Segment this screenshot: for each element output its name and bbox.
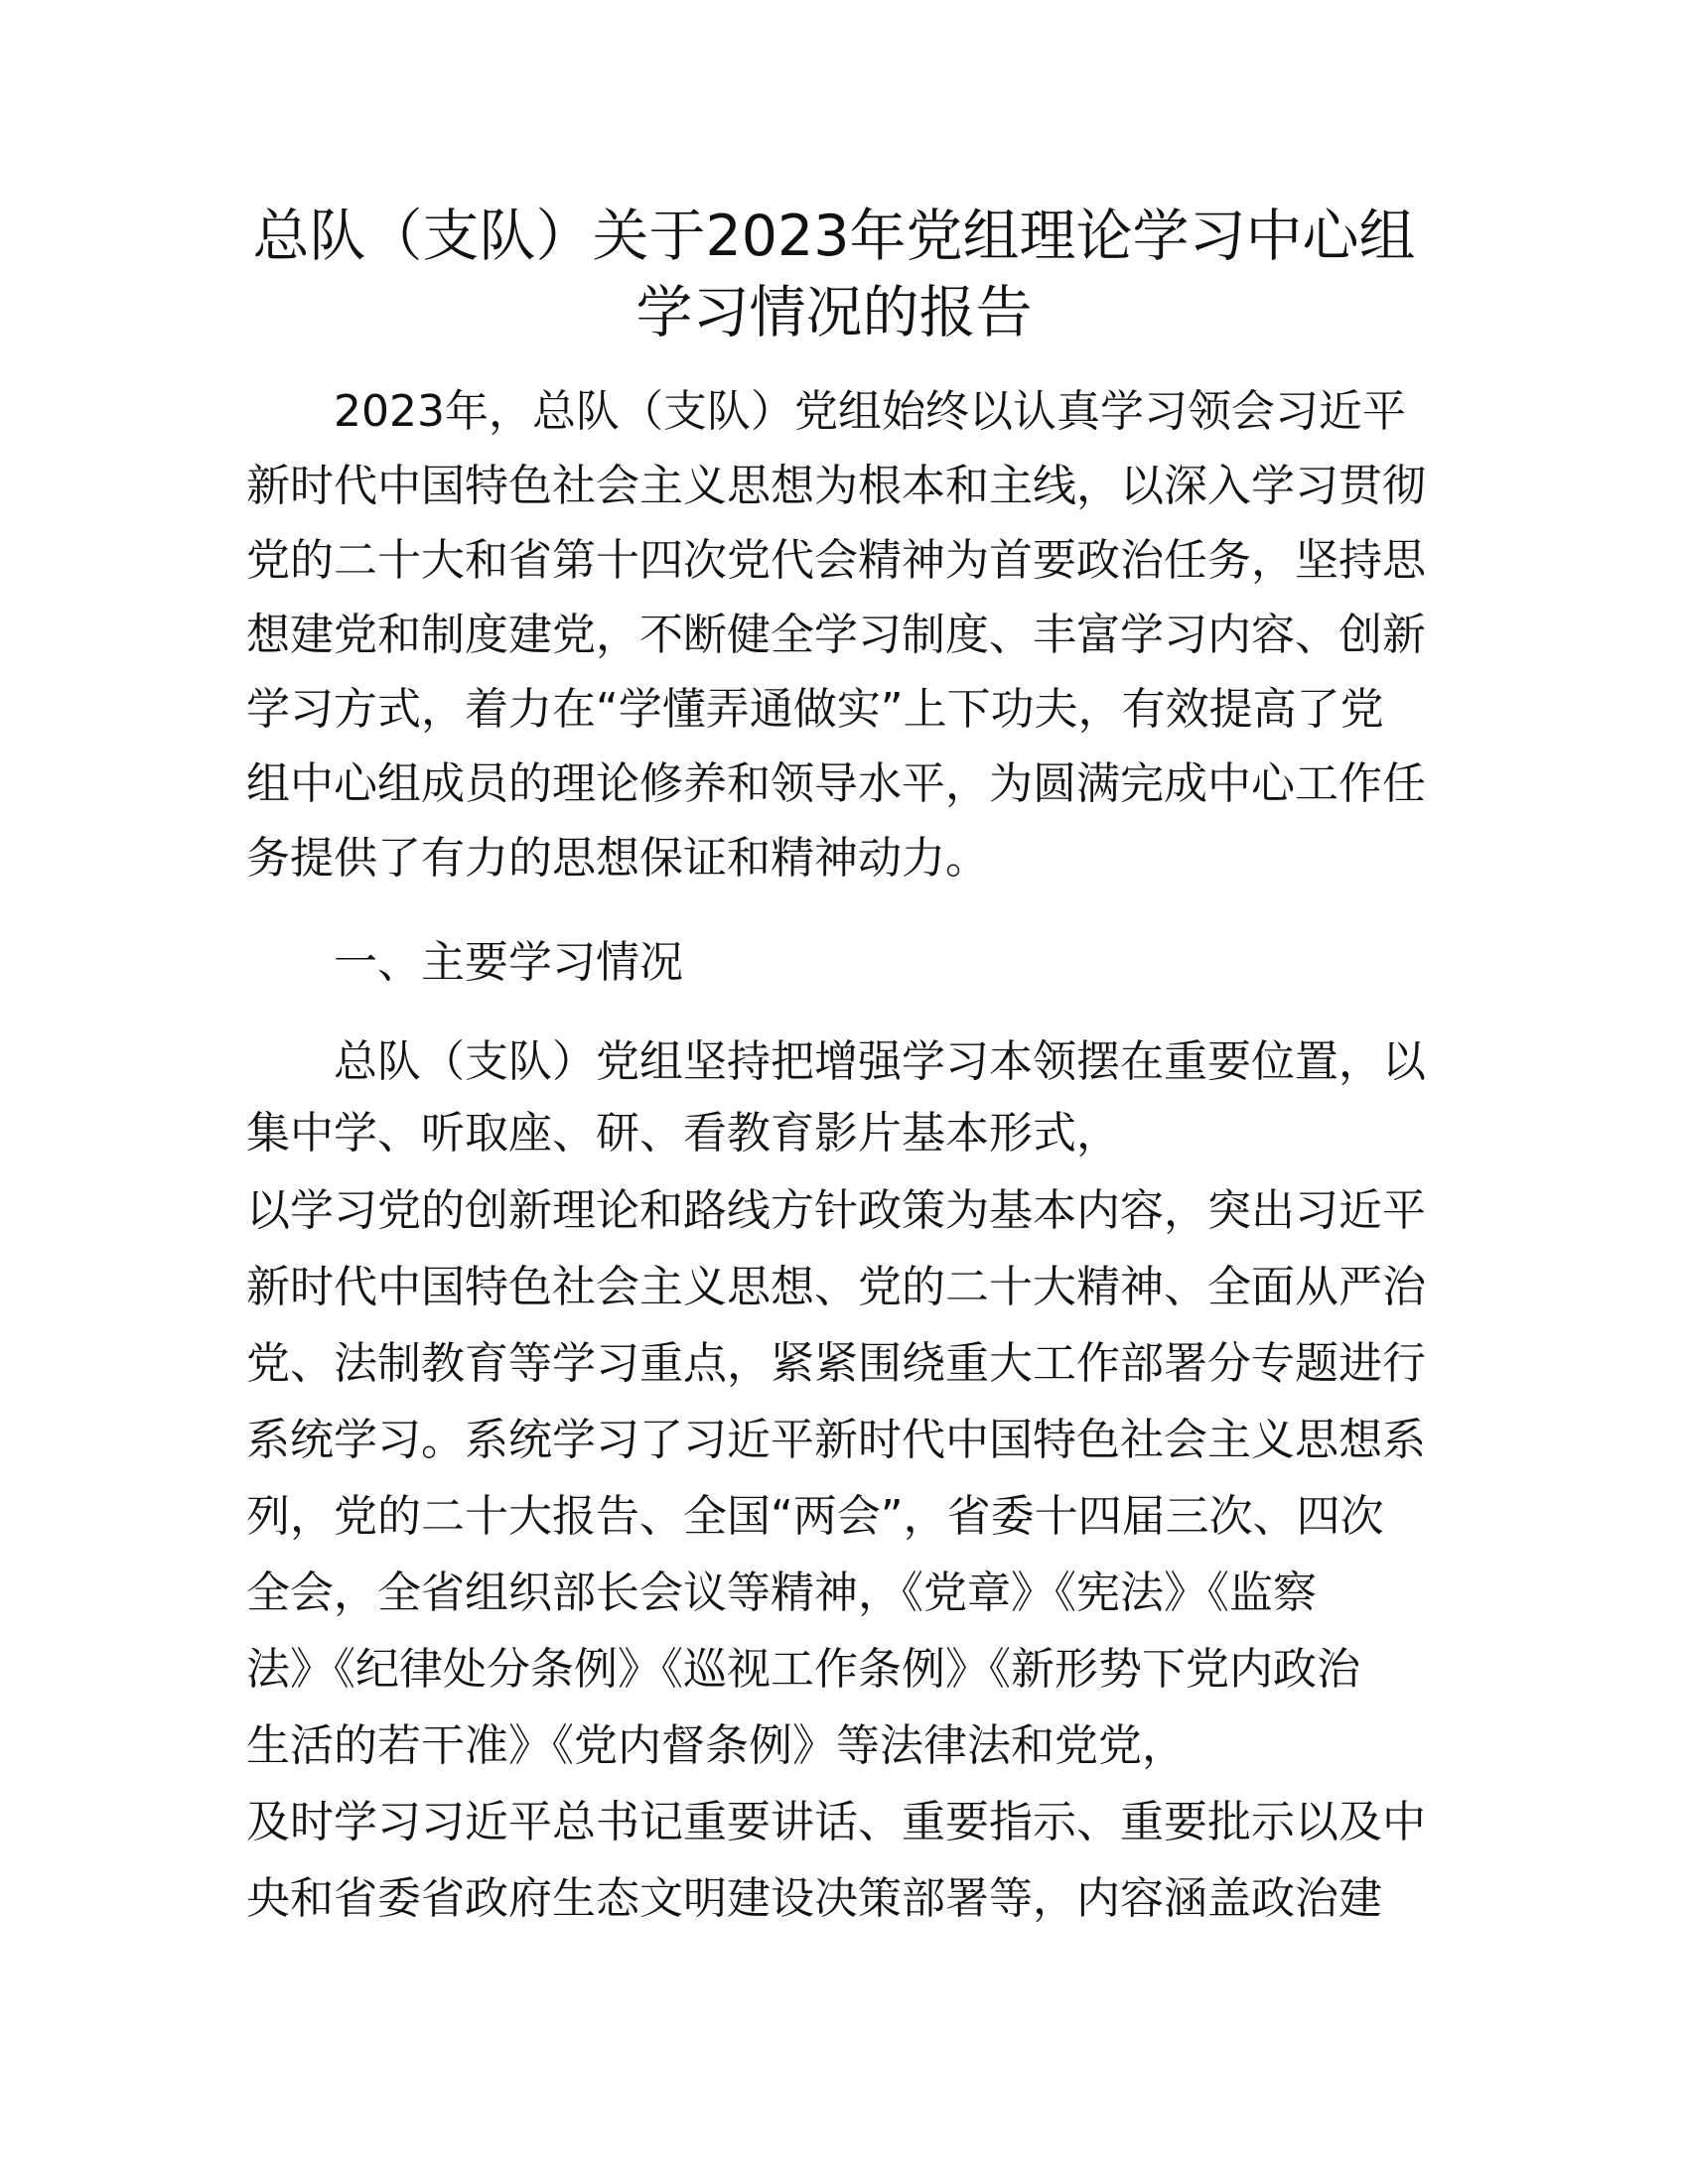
text-line-6: 组中心组成员的理论修养和领导水平，为圆满完成中心工作任: [246, 758, 1426, 809]
text-line-1: 2023年，总队（支队）党组始终以认真学习领会习近平: [334, 386, 1406, 437]
text-line-11: 以学习党的创新理论和路线方针政策为基本内容，突出习近平: [246, 1185, 1426, 1236]
text-line-19: 及时学习习近平总书记重要讲话、重要指示、重要批示以及中: [246, 1797, 1426, 1847]
text-line-16: 全会，全省组织部长会议等精神，《党章》《宪法》《监察: [246, 1568, 1317, 1618]
text-line-10: 集中学、听取座、研、看教育影片基本形式，: [246, 1108, 1120, 1159]
text-line-9: 总队（支队）党组坚持把增强学习本领摆在重要位置，以: [334, 1036, 1426, 1087]
text-line-17: 法》《纪律处分条例》《巡视工作条例》《新形势下党内政治: [246, 1644, 1360, 1695]
text-line-4: 想建党和制度建党，不断健全学习制度、丰富学习内容、创新: [246, 610, 1426, 660]
text-line-5: 学习方式，着力在“学懂弄通做实”上下功夫，有效提高了党: [246, 684, 1384, 735]
text-line-7: 务提供了有力的思想保证和精神动力。: [246, 833, 989, 884]
section-heading: 一、主要学习情况: [334, 937, 683, 988]
text-line-15: 列，党的二十大报告、全国“两会”，省委十四届三次、四次: [246, 1491, 1384, 1542]
title-line-1: 总队（支队）关于2023年党组理论学习中心组: [252, 204, 1416, 269]
document-title: [243, 199, 1425, 351]
title-line-2: 学习情况的报告: [635, 280, 1033, 345]
text-line-14: 系统学习。系统学习了习近平新时代中国特色社会主义思想系: [246, 1415, 1426, 1465]
text-line-13: 党、法制教育等学习重点，紧紧围绕重大工作部署分专题进行: [246, 1338, 1426, 1389]
text-line-20: 央和省委省政府生态文明建设决策部署等，内容涵盖政治建: [246, 1873, 1382, 1924]
text-line-12: 新时代中国特色社会主义思想、党的二十大精神、全面从严治: [246, 1262, 1426, 1312]
text-line-2: 新时代中国特色社会主义思想为根本和主线，以深入学习贯彻: [246, 461, 1426, 511]
text-line-3: 党的二十大和省第十四次党代会精神为首要政治任务，坚持思: [246, 535, 1426, 586]
text-line-18: 生活的若干准》《党内督条例》等法律法和党党，: [246, 1720, 1186, 1771]
